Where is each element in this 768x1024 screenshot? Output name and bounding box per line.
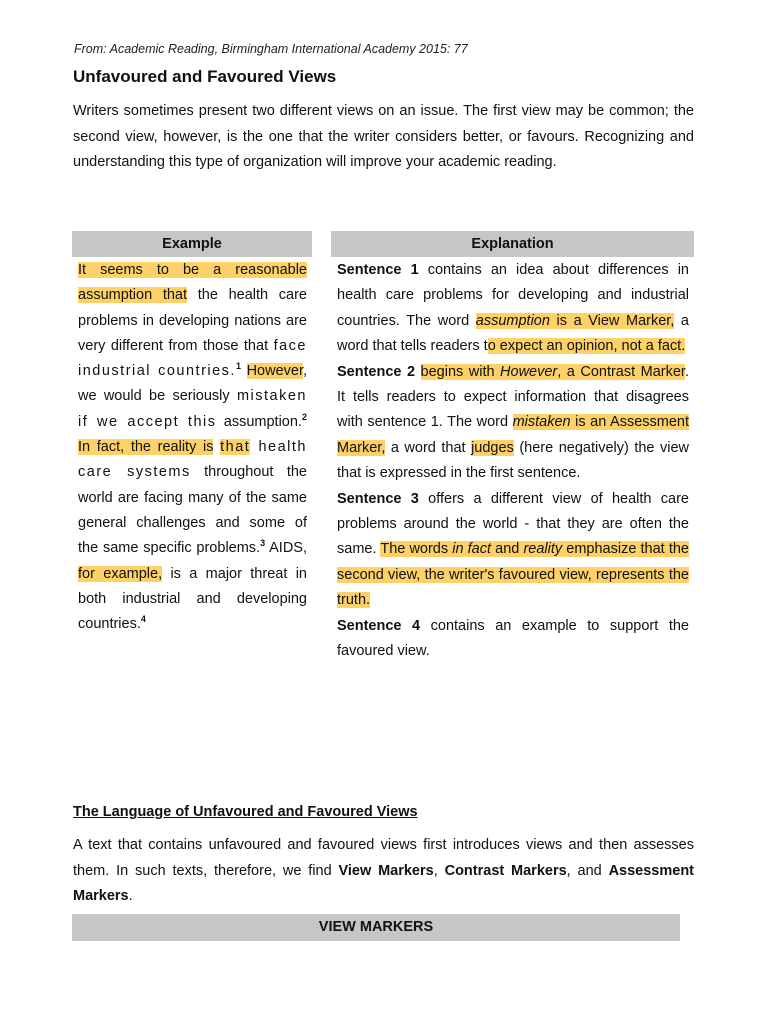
highlight-text: The words [380, 541, 453, 558]
italic-term: in fact [452, 541, 492, 558]
example-text [78, 258, 307, 637]
italic-term: reality [523, 541, 563, 558]
highlight: In fact, the reality is [78, 439, 214, 456]
sentence-label: Sentence 1 [337, 262, 419, 278]
example-text-span: assumption. [216, 413, 302, 430]
italic-term: mistaken [512, 414, 571, 431]
highlight: assumption is a View Marker, [475, 312, 675, 329]
highlight: o expect an opinion, not a fact. [487, 338, 686, 355]
footnote-marker: 1 [235, 361, 241, 372]
view-markers-header: VIEW MARKERS [72, 914, 680, 941]
explanation-column-header: Explanation [331, 231, 694, 257]
explanation-text-span: (here negatively) the view that is expressed in the first sentence. [337, 439, 689, 482]
separator: , and [566, 862, 609, 879]
explanation-sentence-3 [337, 487, 689, 614]
highlight [421, 364, 685, 380]
example-text-span: is a major threat in both industrial and developing countries. [78, 565, 307, 633]
explanation-sentence-2 [337, 360, 689, 487]
term-view-markers: View Markers [338, 862, 434, 879]
term-assessment-markers: Assessment Markers [73, 862, 695, 904]
highlight: for example, [78, 565, 163, 582]
example-text-span: mistaken if we accept this [78, 388, 307, 430]
sentence-label: Sentence 2 [337, 363, 416, 380]
example-text-span: the health care problems in developing nations are very different from those that [78, 287, 307, 354]
explanation-text-span: contains an example to support the favoured view. [337, 617, 689, 660]
footnote-marker: 3 [260, 538, 266, 549]
highlight: judges [471, 439, 514, 456]
highlight: mistaken is an Assessment Marker, [337, 414, 689, 456]
highlight [337, 541, 689, 608]
example-text-span: face industrial countries. [78, 337, 307, 380]
explanation-text-span: a word that tells readers t [337, 312, 689, 355]
highlight: It seems to be a reasonable assumption that [78, 262, 307, 304]
explanation-text-span: contains an idea about differences in health care problems for developing and industrial countries. The word [337, 262, 689, 329]
source-citation: From: Academic Reading, Birmingham International Academy 2015: 77 [74, 42, 468, 56]
intro-paragraph: Writers sometimes present two different views on an issue. The first view may be common; the second view, however, is the one that the writer considers better, or favours. Recognizing and understanding this type of organization will improve your academic reading. [73, 103, 694, 170]
footnote-marker: 2 [301, 411, 307, 422]
explanation-sentence-4 [337, 614, 689, 665]
example-text-span: , we would be seriously [78, 363, 308, 405]
explanation-sentence-1 [337, 258, 689, 360]
highlight-text: emphasize that the second view, the writer's favoured view, represents the truth. [337, 541, 689, 609]
explanation-column [337, 258, 689, 665]
page-title: Unfavoured and Favoured Views [73, 67, 337, 86]
highlight-text: , a Contrast Marker [557, 363, 685, 380]
period: . [128, 888, 133, 904]
example-text-span: throughout the world are facing many of the same general challenges and some of the same specific problems. [78, 464, 307, 557]
sentence-label: Sentence 4 [337, 617, 421, 634]
highlight: that [220, 439, 251, 456]
section-text-span: A text that contains unfavoured and favoured views first introduces views and then assesses them. In such texts, therefore, we find [73, 837, 694, 879]
highlight-text: begins with [420, 363, 501, 380]
example-text-span: AIDS, [265, 540, 307, 557]
explanation-text-span: offers a different view of health care problems around the world - that they are often the same. [337, 490, 689, 558]
section-heading: The Language of Unfavoured and Favoured Views [73, 804, 418, 820]
separator: , [433, 862, 445, 879]
italic-term: However [500, 363, 558, 380]
explanation-text-span: . It tells readers to expect information that disagrees with sentence 1. The word [337, 363, 689, 431]
term-contrast-markers: Contrast Markers [444, 862, 567, 879]
footnote-marker: 4 [140, 614, 146, 625]
example-text-span: health care systems [78, 439, 307, 481]
highlight-text: and [491, 541, 524, 558]
italic-term: assumption [475, 312, 550, 329]
explanation-text-span: a word that [385, 439, 472, 456]
section-paragraph [73, 833, 694, 910]
sentence-label: Sentence 3 [337, 490, 419, 507]
example-column-header: Example [72, 231, 312, 257]
highlight: However [246, 363, 303, 380]
